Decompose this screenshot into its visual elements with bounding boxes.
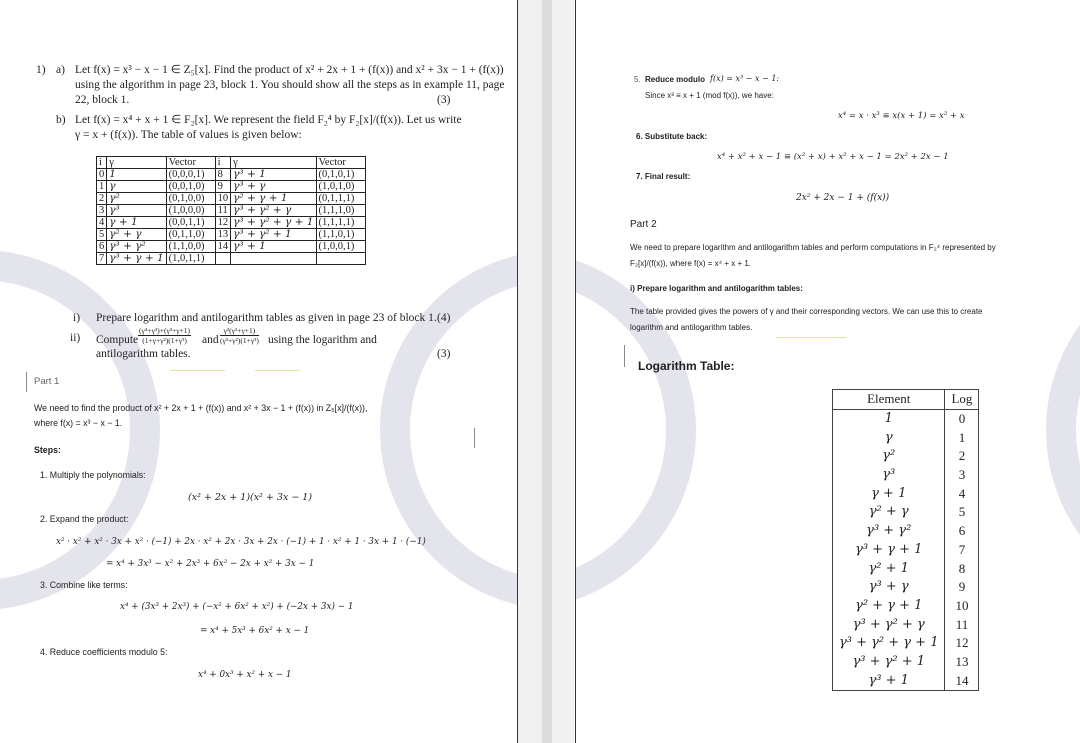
- vector-table-cell: γ: [107, 181, 166, 193]
- vector-table-cell: 5: [97, 229, 107, 241]
- vector-table-cell: (1,0,0,1): [316, 241, 365, 253]
- log-element-cell: γ³ + γ²: [833, 522, 945, 541]
- log-table-row: [833, 466, 979, 485]
- watermark-left: [0, 250, 160, 610]
- log-table-header: [833, 390, 979, 410]
- vector-table-cell: (1,1,0,1): [316, 229, 365, 241]
- header-i: i: [97, 157, 107, 169]
- log-table-title: Logarithm Table:: [638, 359, 735, 373]
- log-element-cell: γ³ + 1: [833, 671, 945, 690]
- vector-table-cell: γ + 1: [107, 217, 166, 229]
- vector-table-cell: (0,1,1,0): [166, 229, 215, 241]
- fraction-2-denominator: (γ³+γ²)(1+γ³): [220, 336, 259, 345]
- header-gamma: γ: [107, 157, 166, 169]
- step-6-label: 6. Substitute back:: [636, 132, 708, 141]
- step-5-expression: f(x) = x³ − x − 1:: [710, 74, 780, 83]
- vector-table-cell: γ² + γ + 1: [231, 193, 316, 205]
- vector-table-cell: 1: [97, 181, 107, 193]
- sub-ii-label: ii): [70, 332, 81, 344]
- log-table-row: [833, 447, 979, 466]
- vector-table-cell: 2: [97, 193, 107, 205]
- log-element-cell: γ³ + γ² + γ: [833, 615, 945, 634]
- log-table-row: [833, 615, 979, 634]
- vector-table-cell: 6: [97, 241, 107, 253]
- vector-table-cell: 3: [97, 205, 107, 217]
- log-table-row: [833, 522, 979, 541]
- log-element-cell: γ³: [833, 466, 945, 485]
- part-a-line2: using the algorithm in page 23, block 1. You should show all the steps as in example 11, page: [75, 79, 505, 91]
- log-value-cell: 11: [945, 615, 979, 634]
- vector-table-row: [97, 253, 366, 265]
- log-value-cell: 8: [945, 559, 979, 578]
- log-table-row: [833, 578, 979, 597]
- fraction-2-numerator: γ²(γ²+γ+1): [220, 326, 259, 336]
- vector-table-row: [97, 205, 366, 217]
- log-element-cell: γ³ + γ: [833, 578, 945, 597]
- part2-i-label: i) Prepare logarithm and antilogarithm tables:: [630, 284, 803, 293]
- sub-ii-rest: using the logarithm and: [268, 334, 377, 346]
- vector-table-cell: 10: [215, 193, 231, 205]
- vector-table-row: [97, 229, 366, 241]
- vector-table-cell: 12: [215, 217, 231, 229]
- log-table-row: [833, 428, 979, 447]
- page-gutter: [518, 0, 574, 743]
- header-vector-2: Vector: [316, 157, 365, 169]
- vector-table-header: [97, 157, 366, 169]
- logarithm-table: [832, 389, 979, 691]
- text-cursor-bar: [26, 372, 27, 392]
- vector-table-cell: (1,0,1,1): [166, 253, 215, 265]
- step-5-equation: x⁴ = x · x³ ≡ x(x + 1) = x² + x: [838, 111, 965, 121]
- vector-table-cell: (1,0,0,0): [166, 205, 215, 217]
- vector-table-cell: 4: [97, 217, 107, 229]
- sub-ii-and: and: [202, 334, 219, 346]
- header-gamma-2: γ: [231, 157, 316, 169]
- part-a-marks: (3): [437, 94, 451, 106]
- vector-table-cell: [316, 253, 365, 265]
- part2-desc-line1: The table provided gives the powers of γ and their corresponding vectors. We can use this to create: [630, 307, 983, 316]
- watermark-right: [1046, 250, 1080, 610]
- step-7-equation: 2x² + 2x − 1 + (f(x)): [796, 193, 890, 203]
- vector-table-cell: γ³ + γ² + 1: [231, 229, 316, 241]
- step-4-label: 4. Reduce coefficients modulo 5:: [40, 647, 168, 657]
- log-value-cell: 9: [945, 578, 979, 597]
- step-5-number: 5.: [634, 75, 641, 84]
- vector-table-cell: γ³ + 1: [231, 169, 316, 181]
- sub-i-label: i): [73, 312, 81, 324]
- log-table-row: [833, 484, 979, 503]
- vector-table-cell: γ³ + γ² + γ + 1: [231, 217, 316, 229]
- part2-title: Part 2: [630, 219, 657, 230]
- sub-ii-marks: (3): [437, 348, 451, 360]
- log-value-cell: 7: [945, 541, 979, 560]
- part1-intro-line1: We need to find the product of x² + 2x + 1 + (f(x)) and x² + 3x − 1 + (f(x)) in Z₅[x]/(f(x)),: [34, 403, 368, 413]
- vector-table-cell: (0,1,1,1): [316, 193, 365, 205]
- text-cursor-bar-2: [474, 428, 475, 448]
- part-a-line1: Let f(x) = x³ − x − 1 ∈ Z₅[x]. Find the product of x² + 2x + 1 + (f(x)) and x² + 3x − 1 + (f(x)): [75, 64, 504, 76]
- log-header-log: Log: [945, 390, 979, 410]
- log-table-row: [833, 409, 979, 428]
- vector-table-row: [97, 169, 366, 181]
- vector-table-cell: 8: [215, 169, 231, 181]
- log-element-cell: γ + 1: [833, 484, 945, 503]
- text-cursor-bar-3: [624, 345, 625, 367]
- part1-title: Part 1: [34, 376, 60, 387]
- part-a-label: a): [56, 64, 65, 76]
- fraction-1-numerator: (γ⁴+γ²)+(γ³+γ+1): [139, 326, 191, 335]
- sub-ii-line2: antilogarithm tables.: [96, 348, 191, 360]
- fraction-2: [220, 326, 259, 345]
- log-value-cell: 1: [945, 428, 979, 447]
- log-header-element: Element: [833, 390, 945, 410]
- vector-table-row: [97, 181, 366, 193]
- vector-table-cell: γ³ + γ² + γ: [231, 205, 316, 217]
- log-value-cell: 2: [945, 447, 979, 466]
- log-value-cell: 14: [945, 671, 979, 690]
- part-b-label: b): [56, 114, 66, 126]
- vector-table-cell: (1,1,1,0): [316, 205, 365, 217]
- vector-table-cell: (1,1,0,0): [166, 241, 215, 253]
- vector-table-cell: (0,0,0,1): [166, 169, 215, 181]
- part2-intro-line2: F₂[x]/(f(x)), where f(x) = x⁴ + x + 1.: [630, 259, 752, 268]
- log-table-row: [833, 597, 979, 616]
- vector-table-cell: γ² + γ: [107, 229, 166, 241]
- vector-table-cell: (1,1,1,1): [316, 217, 365, 229]
- step-2-label: 2. Expand the product:: [40, 514, 129, 524]
- fraction-1-denominator: (1+γ+γ²)(1+γ³): [142, 336, 187, 345]
- step-2-equation-2: = x⁴ + 3x³ − x² + 2x³ + 6x² − 2x + x² + 3x − 1: [106, 559, 315, 569]
- step-1-equation: (x² + 2x + 1)(x² + 3x − 1): [188, 492, 313, 503]
- vector-table-cell: [231, 253, 316, 265]
- vector-table-cell: 7: [97, 253, 107, 265]
- part-b-line1: Let f(x) = x⁴ + x + 1 ∈ F₂[x]. We represent the field F₂⁴ by F₂[x]/(f(x)). Let us write: [75, 114, 462, 126]
- log-table-row: [833, 541, 979, 560]
- vector-table-row: [97, 193, 366, 205]
- log-value-cell: 12: [945, 634, 979, 653]
- log-table-row: [833, 503, 979, 522]
- vector-table-cell: (0,1,0,1): [316, 169, 365, 181]
- log-table-row: [833, 653, 979, 672]
- vector-table-cell: γ³: [107, 205, 166, 217]
- step-5-label: Reduce modulo: [645, 75, 706, 84]
- log-value-cell: 13: [945, 653, 979, 672]
- log-element-cell: γ³ + γ² + 1: [833, 653, 945, 672]
- vector-table-cell: (0,0,1,1): [166, 217, 215, 229]
- vector-table-cell: 9: [215, 181, 231, 193]
- header-i-2: i: [215, 157, 231, 169]
- part1-intro-line2: where f(x) = x³ − x − 1.: [34, 418, 123, 428]
- vector-table-row: [97, 241, 366, 253]
- log-value-cell: 3: [945, 466, 979, 485]
- sub-ii-compute: Compute: [96, 334, 139, 346]
- highlight-mark-3: [776, 337, 846, 338]
- log-element-cell: γ: [833, 428, 945, 447]
- log-table-row: [833, 634, 979, 653]
- log-value-cell: 5: [945, 503, 979, 522]
- log-element-cell: γ² + γ: [833, 503, 945, 522]
- watermark-right-left: [575, 250, 696, 610]
- step-2-equation-1: x² · x² + x² · 3x + x² · (−1) + 2x · x² + 2x · 3x + 2x · (−1) + 1 · x² + 1 · 3x + 1 · (−1): [56, 537, 426, 547]
- vector-table-cell: 0: [97, 169, 107, 181]
- highlight-mark-2: [255, 370, 300, 371]
- right-page[interactable]: [575, 0, 1080, 743]
- step-6-equation: x⁴ + x² + x − 1 ≡ (x² + x) + x² + x − 1 = 2x² + 2x − 1: [717, 152, 949, 162]
- vector-table-row: [97, 217, 366, 229]
- part2-desc-line2: logarithm and antilogarithm tables.: [630, 323, 753, 332]
- step-4-equation: x⁴ + 0x³ + x² + x − 1: [198, 670, 292, 680]
- vector-table-cell: [215, 253, 231, 265]
- vector-table-cell: γ²: [107, 193, 166, 205]
- step-7-label: 7. Final result:: [636, 172, 691, 181]
- sub-i-marks: (4): [437, 312, 451, 324]
- vector-table-cell: γ³ + 1: [231, 241, 316, 253]
- sub-i-text: Prepare logarithm and antilogarithm tables as given in page 23 of block 1.: [96, 312, 437, 324]
- log-element-cell: γ³ + γ + 1: [833, 541, 945, 560]
- part2-intro-line1: We need to prepare logarithm and antilogarithm tables and perform computations in F₂⁴ represented by: [630, 243, 996, 252]
- steps-label: Steps:: [34, 445, 61, 455]
- step-3-equation-1: x⁴ + (3x³ + 2x³) + (−x² + 6x² + x²) + (−2x + 3x) − 1: [120, 602, 354, 612]
- log-value-cell: 4: [945, 484, 979, 503]
- vector-table-cell: (0,0,1,0): [166, 181, 215, 193]
- vector-table-cell: γ³ + γ + 1: [107, 253, 166, 265]
- step-5-since: Since x³ ≡ x + 1 (mod f(x)), we have:: [645, 91, 774, 100]
- log-element-cell: γ² + γ + 1: [833, 597, 945, 616]
- step-3-equation-2: = x⁴ + 5x³ + 6x² + x − 1: [200, 626, 310, 636]
- vector-table-cell: 11: [215, 205, 231, 217]
- question-number: 1): [36, 64, 46, 76]
- vector-table-cell: 14: [215, 241, 231, 253]
- vector-table-cell: (0,1,0,0): [166, 193, 215, 205]
- vector-table-cell: γ³ + γ²: [107, 241, 166, 253]
- vector-table-cell: 13: [215, 229, 231, 241]
- log-element-cell: 1: [833, 409, 945, 428]
- vector-table: [96, 156, 366, 265]
- watermark-left-right: [380, 250, 518, 610]
- log-value-cell: 6: [945, 522, 979, 541]
- fraction-1: [138, 326, 191, 345]
- log-element-cell: γ²: [833, 447, 945, 466]
- highlight-mark: [170, 370, 225, 371]
- vector-table-cell: 1: [107, 169, 166, 181]
- header-vector: Vector: [166, 157, 215, 169]
- step-3-label: 3. Combine like terms:: [40, 580, 128, 590]
- log-table-row: [833, 559, 979, 578]
- gutter-stripe: [542, 0, 552, 743]
- part-b-line2: γ = x + (f(x)). The table of values is given below:: [75, 129, 302, 141]
- log-table-row: [833, 671, 979, 690]
- log-element-cell: γ³ + γ² + γ + 1: [833, 634, 945, 653]
- left-page[interactable]: [0, 0, 518, 743]
- vector-table-cell: (1,0,1,0): [316, 181, 365, 193]
- part-a-line3: 22, block 1.: [75, 94, 130, 106]
- log-element-cell: γ² + 1: [833, 559, 945, 578]
- log-value-cell: 0: [945, 409, 979, 428]
- step-1-label: 1. Multiply the polynomials:: [40, 470, 146, 480]
- log-value-cell: 10: [945, 597, 979, 616]
- vector-table-cell: γ³ + γ: [231, 181, 316, 193]
